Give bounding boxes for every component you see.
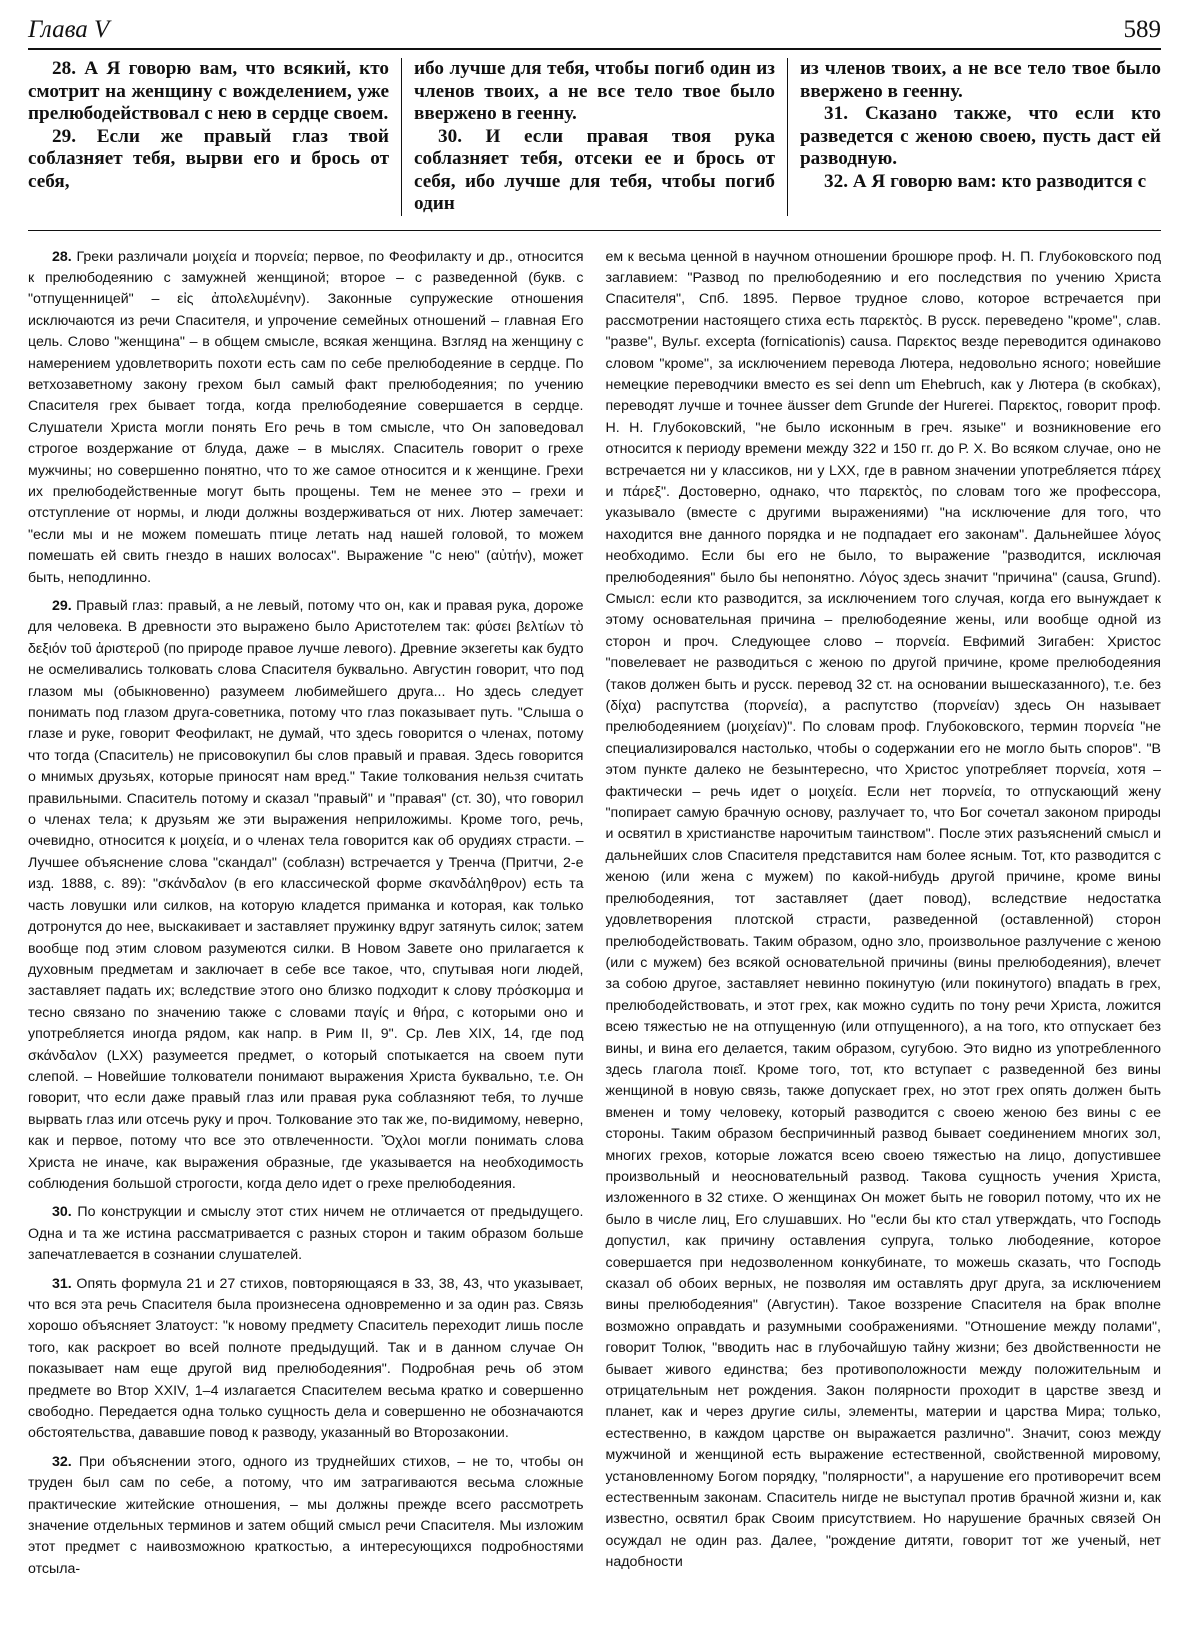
commentary — [28, 247, 1161, 1581]
verse-number: 31. — [52, 1275, 72, 1292]
verse-30-continued: из членов твоих, а не все тело твое было ввержено в геенну. — [800, 58, 1161, 102]
verse-29-continued: ибо лучше для тебя, чтобы погиб один из членов твоих, а не все тело твое было ввержено в геенну. — [414, 58, 775, 124]
verse-30: 30. И если правая твоя рука соблазняет тебя, отсеки ее и брось от себя, ибо лучше для тебя, чтобы погиб один — [414, 125, 775, 214]
commentary-31 — [28, 1274, 584, 1445]
section-divider — [28, 230, 1161, 231]
verse-28: 28. А Я говорю вам, что всякий, кто смотрит на женщину с вожделением, уже прелюбодействовал с нею в сердце своем. — [28, 58, 389, 124]
scripture-verses — [28, 58, 1161, 216]
commentary-left-column — [28, 247, 584, 1581]
verse-column-1 — [28, 58, 401, 216]
commentary-28 — [28, 247, 584, 590]
commentary-text: Опять формула 21 и 27 стихов, повторяющаяся в 33, 38, 43, что указывает, что вся эта речь Спасителя была произнесена одновременно и за один раз. Связь хорошо объясняет Златоуст: "к новому предмету Спаситель переходит лишь после того, как раскроет во всей полноте предыдущий. Так и в данном случае Он показывает нам еще другой вид прелюбодеяния". Подробная речь об этом предмете во Втор XXIV, 1–4 излагается Спасителем весьма кратко и совершенно свободно. Передается одна только сущность дела и совершенно не обозначаются обстоятельства, дававшие повод к разводу, указанный во Второзаконии. — [28, 1275, 584, 1442]
commentary-32 — [28, 1452, 584, 1580]
commentary-text: По конструкции и смыслу этот стих ничем не отличается от предыдущего. Одна и та же истина рассматривается с разных сторон и таким образом больше запечатлевается в сознании слушателей. — [28, 1204, 584, 1264]
commentary-29 — [28, 596, 584, 1195]
verse-31: 31. Сказано также, что если кто разведется с женою своею, пусть даст ей разводную. — [800, 103, 1161, 169]
commentary-right-column — [606, 247, 1162, 1581]
commentary-text: Греки различали μοιχεία и πορνεία; первое, по Феофилакту и др., относится к прелюбодеянию с замужней женщиной; второе – с разведенной (букв. с "отпущенницей" – εἰς ἀπολελυμένην). Законные супружеские отношения исключаются из речи Спасителя, и упрочение семейных отношений – главная Его цель. Слово "женщина" – в общем смысле, всякая женщина. Взгляд на женщину с намерением удовлетворить похоти есть сам по себе прелюбодеяние в сердце. По ветхозаветному закону грехом был самый факт прелюбодеяния; по учению Спасителя грех бывает тогда, когда прелюбодеяние совершается в сердце. Слушатели Христа могли понять Его речь в том смысле, что Он заповедовал строгое воздержание от блуда, даже – в мыслях. Спаситель говорит о грехе мужчины; но совершенно понятно, что то же самое относится и к женщине. Грехи их прелюбодейственные могут быть прощены. Тем не менее это – грехи и отступление от нормы, и люди должны воздерживаться от них. Лютер замечает: "если мы и не можем помешать птице летать над нашей головой, то можем помешать ей свить гнездо в наших волосах". Выражение "с нею" (αὐτήν), может быть, неподлинно. — [28, 248, 584, 586]
verse-29: 29. Если же правый глаз твой соблазняет тебя, вырви его и брось от себя, — [28, 125, 389, 192]
verse-column-2 — [401, 58, 787, 216]
verse-column-3 — [787, 58, 1161, 216]
commentary-32-continued: ем к весьма ценной в научном отношении брошюре проф. Н. П. Глубоковского под заглавием: "Развод по прелюбодеянию и его последствия по учению Христа Спасителя", Спб. 1895. Первое трудное слово, которое встречается при рассмотрении настоящего стиха есть παρεκτὸς. В русск. переведено "кроме", слав. "разве", Вульг. excepta (fornicationis) causa. Παρεκτος везде переводится одинаково словом "кроме", за исключением перевода Лютера, недовольно ясного; новейшие немецкие переводчики вместо es sei denn um Ehebruch, как у Лютера (в скобках), переводят лучше и точнее äusser dem Grunde der Hurerei. Παρεκτος, говорит проф. Н. Н. Глубоковский, "не было исконным в греч. языке" и возникновение его относится к периоду времени между 322 и 150 гг. до Р. Х. Во всяком случае, оно не встречается ни у классиков, ни у LXX, где в равном значении употребляется πάρεχ и πάρεξ". Достоверно, однако, что παρεκτὸς, по словам того же профессора, указывало (вместе с другими выражениями) "на исключение для того, что находится вне данного порядка и не подпадает его законам". Дальнейшее λόγος необходимо. Если бы его не было, то выражение "разводится, исключая прелюбодеяния" было бы непонятно. Λόγος здесь значит "причина" (causa, Grund). Смысл: если кто разводится, за исключением того случая, когда его вынуждает к этому основательная причина – прелюбодеяние жены, или вообще одной из сторон и проч. Следующее слово – πορνεία. Евфимий Зигабен: Христос "повелевает не разводиться с женою по другой причине, кроме прелюбодеяния (таков должен быть и русск. перевод 32 ст. на основании вышесказанного), т.е. без (δίχα) распутства (πορνεία), а распутство (πορνείαν) здесь Он называет прелюбодеянием (μοιχείαν)". По словам проф. Глубоковского, термин πορνεία "не специализировался настолько, чтобы о содержании его не могло быть споров". "В этом пункте далеко не безынтересно, что Христос употребляет πορνεία, хотя – фактически – речь идет о μοιχεία. Если нет πορνεία, то отпускающий жену "попирает самую брачную основу, разлучает то, что Бог сочетал законом природы и освятил в христианстве нарочитым таинством". После этих разъяснений смысл и дальнейших слов Спасителя представится нам более ясным. Тот, кто разводится с женою (или жена с мужем) по какой-нибудь другой причине, кроме вины прелюбодеяния, тот заставляет (дает повод), вследствие недостатка удовлетворения плотской страсти, разведенной (оставленной) сторон прелюбодействовать. Таким образом, одно зло, произвольное разлучение с женою (или с мужем) без всякой основательной причины (вины прелюбодеяния), влечет за собою другое, заставляет невинно покинутую (или покинутого) впадать в грех, прелюбодействовать, и этот грех, как можно судить по тону речи Христа, ложится всею тяжестью не на отпущенную (или отпущенного), а на того, кто отпускает без вины, и вина его делается, таким образом, сугубою. Это видно из употребленного здесь глагола ποιεῖ. Кроме того, тот, кто вступает с разведенной без вины женщиной в новую связь, также допускает грех, но этот грех опять должен быть вменен и тому человеку, который разводится с своею женою без вины с ее стороны. Таким образом беспричинный развод бывает соединением многих зол, многих грехов, которые ложатся всею своею тяжестью на лицо, допустившее произвольный и неосновательный развод. Такова сущность учения Христа, изложенного в 32 стихе. О женщинах Он может быть не говорил потому, что их не было в числе лиц, Его слушавших. Но "если бы кто стал утверждать, что Господь допустил, как причину оставления супруга, только любодеяние, которое совершается при недозволенном конкубинате, то можешь сказать, что Господь сказал об обоих верных, не позволяя им оставлять друг друга, за исключением вины прелюбодеяния" (Августин). Такое воззрение Спасителя на брак вполне возможно оправдать и разумными соображениями. "Отношение между полами", говорит Толюк, "вводить нас в глубочайшую тайну жизни; без двойственности не бывает живого единства; без противоположности между положительным и отрицательным нет рождения. Закон полярности проходит в царстве звезд и планет, как и через другие силы, элементы, материи и царства Мира; только, естественно, в каждом царстве он выражается различно". Значит, союз между мужчиной и женщиной есть выражение естественной, свойственной мировому, установленному Богом порядку, "полярности", а нарушение его противоречит всем естественным законам. Спаситель нигде не выступал против брачной жизни и, как известно, освятил брак Своим присутствием. Но нарушение брачных связей Он осуждал не один раз. Далее, "рождение дитяти, говорит тот же ученый, нет надобности — [605, 248, 1161, 1571]
verse-number: 29. — [52, 598, 72, 614]
book-page — [28, 14, 1161, 1580]
verse-32: 32. А Я говорю вам: кто разводится с — [824, 170, 1147, 192]
verse-number: 32. — [52, 1453, 72, 1470]
commentary-30 — [28, 1202, 584, 1266]
running-head — [28, 14, 1161, 50]
page-number: 589 — [1123, 16, 1161, 43]
verse-number: 28. — [52, 248, 72, 265]
verse-number: 30. — [52, 1204, 72, 1221]
commentary-text: Правый глаз: правый, а не левый, потому что он, как и правая рука, дороже для человека. В древности это выражено было Аристотелем так: φύσει βελτίων τὸ δεξιόν τοῦ ἀριστεροῦ (по природе правое лучше левого). Древние экзегеты как будто не осмеливались толковать слова Спасителя буквально. Августин говорит, что под глазом мы (обыкновенно) разумеем любимейшего друга... Но здесь следует понимать под глазом друга-советника, потому что глаз показывает путь. "Слыша о глазе и руке, говорит Феофилакт, не думай, что здесь говорится о членах, потому что тогда (Спаситель) не присовокупил бы слов правый и правая. Здесь говорится о мнимых друзьях, которые приносят нам вред." Такие толкования нельзя считать правильными. Спаситель потому и сказал "правый" и "правая" (ст. 30), что говорил о членах тела; к друзьям же эти выражения неприложимы. Кроме того, речь, очевидно, относится к μοιχεία, и о членах тела говорится как об орудиях страсти. – Лучшее объяснение слова "скандал" (соблазн) встречается у Тренча (Притчи, 2-е изд. 1888, с. 89): "σκάνδαλον (в его классической форме σκανδάληθρον) есть та часть ловушки или силков, на которую кладется приманка и которая, как только дотронутся до нее, выскакивает и заставляет пружинку вдруг затянуть силок; затем вообще под этим словом разумеются силки. В Новом Завете оно прилагается к духовным предметам и заключает в себе все такое, что, спутывая ноги людей, заставляет падать их; вследствие этого оно близко подходит к слову πρόσκομμα и тесно связано по значению также с словами παγίς и θήρα, с которыми оно и употребляется иногда рядом, как напр. в Рим II, 9". Ср. Лев XIX, 14, где под σκάνδαλον (LXX) разумеется предмет, о который спотыкается на своем пути слепой. – Новейшие толкователи понимают выражения Христа буквально, т.е. Он говорит, что если даже правый глаз или правая рука соблазняют тебя, то лучше вырвать глаз или отсечь руку и проч. Толкование это так же, по-видимому, неверно, как и первое, потому что все это отвлеченности. Ὄχλοι могли понимать слова Христа не иначе, как выражения образные, где указывается на необходимость соблюдения большой строгости, когда дело идет о грехе прелюбодеяния. — [28, 598, 584, 1192]
chapter-title: Глава V — [28, 16, 110, 43]
commentary-text: При объяснении этого, одного из труднейших стихов, – не то, чтобы он труден был сам по себе, а потому, что им затрагиваются весьма сложные практические житейские отношения, – мы должны прежде всего рассмотреть значение отдельных терминов и затем общий смысл речи Спасителя. Мы изложим этот предмет с наивозможною краткостью, а интересующихся подробностями отсыла- — [28, 1453, 584, 1577]
